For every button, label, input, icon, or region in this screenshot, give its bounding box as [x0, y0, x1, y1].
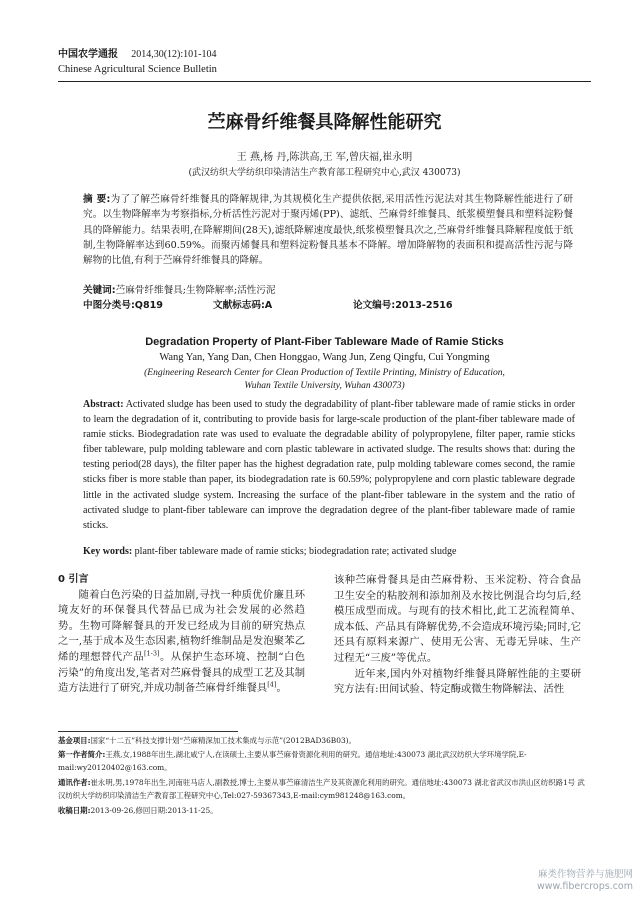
- intro-paragraph-2: 近年来,国内外对植物纤维餐具降解性能的主要研究方法有:田间试验、特定酶或微生物降解法、活性: [334, 667, 581, 696]
- journal-name-en: Chinese Agricultural Science Bulletin: [58, 64, 217, 75]
- intro-paragraph-1-cont: 该种苎麻骨餐具是由苎麻骨粉、玉米淀粉、符合食品卫生安全的粘胶剂和添加剂及水按比例混合均匀后,经模压成型而成。与现有的技术相比,此工艺流程简单、成本低、产品具有降解优势,不会造成环境污染;同时,它还具有原料来源广、使用无公害、无毒无异味、生产过程无“三废”等优点。: [334, 574, 581, 664]
- citation-1: [1-3]: [144, 649, 160, 658]
- footnote-first-author: 第一作者简介:王燕,女,1988年出生,湖北咸宁人,在读硕士,主要从事苎麻骨资源化利用的研究。通信地址:430073 湖北武汉纺织大学环境学院,E-mail:wy20120402@163.com。: [58, 750, 527, 772]
- keywords-en-text: plant-fiber tableware made of ramie sticks; biodegradation rate; activated sludge: [134, 546, 457, 557]
- journal-issue-info: 2014,30(12):101-104: [131, 49, 217, 60]
- footnote-dates: 收稿日期:2013-09-26,修回日期:2013-11-25。: [58, 806, 218, 815]
- watermark-line-1: 麻类作物营养与施肥网: [537, 869, 633, 880]
- footnote-rule: [58, 731, 238, 732]
- journal-name-cn: 中国农学通报: [58, 49, 118, 60]
- abstract-cn-text: 为了了解苎麻骨纤维餐具的降解规律,为其规模化生产提供依据,采用活性污泥法对其生物降解性能进行了研究。以生物降解率为考察指标,分析活性污泥对于聚丙烯(PP)、滤纸、苎麻骨纤维餐具、纸浆模塑餐具和塑料淀粉餐具的降解能力。结果表明,在降解期间(28天),滤纸降解速度最快,纸浆模塑餐具次之,苎麻骨纤维餐具降解程度低于纸制,生物降解率达到60.59%。而聚丙烯餐具和塑料淀粉餐具基本不降解。增加降解物的表面积和提高活性污泥与降解物的比值,有利于苎麻骨纤维餐具的降解。: [83, 194, 573, 267]
- affiliation-en: [58, 367, 591, 393]
- article-number: 论文编号:2013-2516: [353, 300, 453, 311]
- citation-2: [4]: [267, 680, 277, 689]
- keywords-en-label: Key words:: [83, 546, 133, 557]
- authors-en: Wang Yan, Yang Dan, Chen Honggao, Wang Jun, Zeng Qingfu, Cui Yongming: [159, 352, 490, 363]
- keywords-en: [83, 545, 575, 559]
- paper-title-en: Degradation Property of Plant-Fiber Tableware Made of Ramie Sticks: [145, 336, 504, 348]
- watermark-line-2: www.fibercrops.com: [536, 881, 633, 892]
- abstract-en: [83, 397, 575, 533]
- affiliation-en-line-2: Wuhan Textile University, Wuhan 430073): [244, 381, 405, 391]
- intro-paragraph-1: 随着白色污染的日益加剧,寻找一种质优价廉且环境友好的环保餐具代替品已成为社会发展的必然趋势。生物可降解餐具的开发已经成为目前的研究热点之一,基于成本及生态因素,植物纤维制品是发泡聚苯乙烯的理想替代产品[1-3]。从保护生态环境、控制“白色污染”的角度出发,笔者对苎麻骨餐具的成型工艺及其制造方法进行了研究,并成功制备苎麻骨纤维餐具[4]。: [58, 588, 306, 695]
- header-rule: [58, 81, 591, 82]
- site-watermark: [537, 869, 633, 893]
- clc-number: 中图分类号:Q819: [83, 300, 163, 311]
- body-column-right: [334, 573, 581, 698]
- abstract-cn: [83, 192, 573, 268]
- abstract-en-label: Abstract:: [83, 399, 124, 410]
- affiliation-cn: (武汉纺织大学纺织印染清洁生产教育部工程研究中心,武汉 430073): [188, 168, 461, 178]
- keywords-cn-label: 关键词:: [83, 285, 116, 296]
- doc-code: 文献标志码:A: [213, 300, 273, 311]
- journal-header: [58, 48, 216, 61]
- abstract-cn-label: 摘 要:: [83, 194, 111, 205]
- keywords-cn: [83, 284, 573, 298]
- footnote-fund: 基金项目:国家“十二五”科技支撑计划“苎麻精深加工技术集成与示范”(2012BAD36B03)。: [58, 736, 356, 745]
- section-heading-intro: 0 引言: [58, 574, 89, 585]
- authors-cn: 王 燕,杨 丹,陈洪高,王 军,曾庆福,崔永明: [236, 152, 413, 163]
- footnote-corresponding-author: 通讯作者:崔永明,男,1978年出生,河南驻马店人,副教授,博士,主要从事苎麻清洁生产及其资源化利用的研究。通信地址:430073 湖北省武汉市洪山区纺织路1号 武汉纺织大学纺织印染清洁生产教育部工程研究中心,Tel:027-59367343,E-mail:cym981248@163.com。: [58, 778, 585, 800]
- affiliation-en-line-1: (Engineering Research Center for Clean Production of Textile Printing, Ministry of Education,: [144, 368, 505, 378]
- classification-line: [83, 299, 583, 313]
- keywords-cn-text: 苎麻骨纤维餐具;生物降解率;活性污泥: [115, 285, 276, 296]
- body-column-left: [58, 572, 305, 697]
- abstract-en-text: Activated sludge has been used to study the degradability of plant-fiber tableware made of ramie sticks in order to learn the degradation of it, contributing to provide basis for large-scale production of the plant-fiber tableware made of ramie sticks. Biodegradation rate was used to evaluate the degradable ability of polypropylene, filter paper, ramie sticks fiber tableware, pulp molding tableware and corn plastic tableware in activated sludge. The results shows that: during the testing period(28 days), the filter paper has the highest degradation rate, pulp molding tableware comes second, the ramie sticks fiber is more stable than paper, its biodegradation rate is 60.59%; polypropylene and corn plastic tableware degrade little in the activated sludge system. Increasing the surface of the plant-fiber tableware in the system and the ratio of activated sludge to plant-fiber tableware can improve the degradation degree of the plant-fiber tableware made of ramie sticks.: [83, 399, 575, 531]
- paper-title-cn: 苎麻骨纤维餐具降解性能研究: [207, 112, 442, 133]
